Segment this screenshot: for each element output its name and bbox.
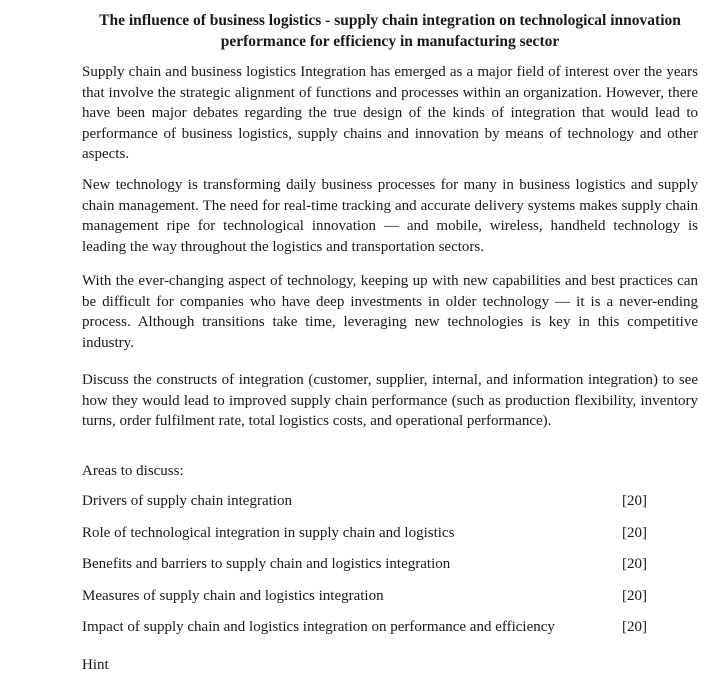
topic-list [82,491,662,649]
areas-heading: Areas to discuss: [82,463,184,479]
topic-row [82,617,662,649]
topic-row [82,523,662,555]
topic-row [82,586,662,618]
topic-row [82,491,662,523]
paragraph-intro: Supply chain and business logistics Integration has emerged as a major field of interest over the years that involve the strategic alignment of functions and processes within an organization. However, there have been major debates regarding the true design of the kinds of integration that would lead to performance of business logistics, supply chains and innovation by means of technology and other aspects. [82,64,698,162]
topic-marks: [20] [622,524,647,541]
topic-marks: [20] [622,619,647,635]
topic-label: Benefits and barriers to supply chain and logistics integration [82,556,451,572]
paragraph-new-technology: New technology is transforming daily business processes for many in business logistics and supply chain management. The need for real-time tracking and accurate delivery systems makes supply chain management ripe for technological innovation — and mobile, wireless, handheld technology is leading the way throughout the logistics and transportation sectors. [82,177,698,255]
topic-row [82,554,662,586]
topic-label: Impact of supply chain and logistics integration on performance and efficiency [82,619,555,635]
document-title: The influence of business logistics - supply chain integration on technological innovation performance for efficiency in manufacturing sector [99,12,681,50]
paragraph-changing-technology: With the ever-changing aspect of technology, keeping up with new capabilities and best practices can be difficult for companies who have deep investments in older technology — it is a never-ending process. Although transitions take time, leveraging new technologies is key in this competitive industry. [82,273,698,351]
topic-label: Role of technological integration in supply chain and logistics [82,524,455,541]
topic-label: Drivers of supply chain integration [82,493,292,509]
topic-marks: [20] [622,556,647,572]
paragraph-discussion-task: Discuss the constructs of integration (customer, supplier, internal, and information integration) to see how they would lead to improved supply chain performance (such as production flexibility, inventory turns, order fulfilment rate, total logistics costs, and operational performance). [82,372,698,429]
cut-off-text: Hint [82,657,109,673]
topic-marks: [20] [622,493,647,509]
topic-label: Measures of supply chain and logistics integration [82,587,384,604]
topic-marks: [20] [622,587,647,604]
